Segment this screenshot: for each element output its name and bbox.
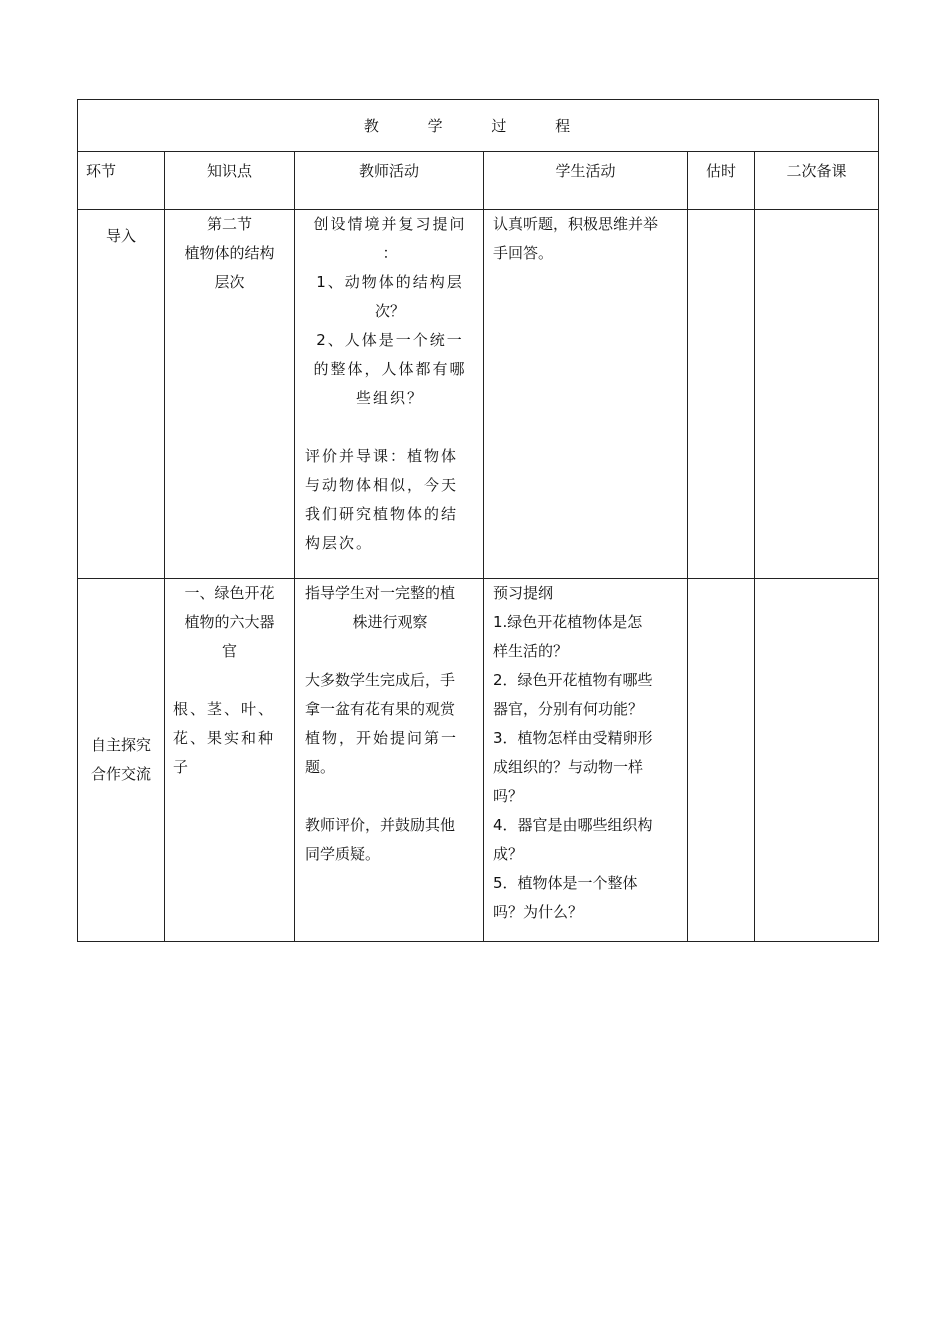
- knowledge-line: 官: [221, 642, 237, 660]
- teacher-line: 1、动物体的结构层: [316, 273, 464, 291]
- table-row: [78, 210, 879, 579]
- teacher-line: 评价并导课：植物体: [305, 447, 459, 465]
- knowledge-line: 花、果实和种: [173, 729, 276, 747]
- header-student-activity: 学生活动: [484, 152, 688, 210]
- student-activity-cell: [484, 210, 688, 579]
- student-line: 3．植物怎样由受精卵形: [493, 729, 653, 747]
- time-estimate-cell: [688, 210, 755, 579]
- student-line: 1.绿色开花植物体是怎: [493, 613, 643, 631]
- header-teacher-activity: 教师活动: [295, 152, 484, 210]
- knowledge-line: 植物的六大器: [184, 613, 275, 631]
- header-second-prep: 二次备课: [755, 152, 879, 210]
- knowledge-line: 第二节: [206, 215, 252, 233]
- teacher-line: 教师评价，并鼓励其他: [305, 816, 456, 834]
- student-line: 样生活的？: [493, 642, 569, 660]
- student-line: 2．绿色开花植物有哪些: [493, 671, 653, 689]
- second-prep-cell: [755, 579, 879, 942]
- header-stage: 环节: [78, 152, 165, 210]
- knowledge-line: 根、茎、叶、: [173, 700, 276, 718]
- time-estimate-cell: [688, 579, 755, 942]
- teacher-line: 与动物体相似，今天: [305, 476, 459, 494]
- table-row: [78, 579, 879, 942]
- knowledge-cell: [165, 210, 295, 579]
- stage-cell: [78, 210, 165, 579]
- student-line: 吗？为什么？: [493, 903, 584, 921]
- teacher-line: 构层次。: [305, 534, 374, 552]
- second-prep-cell: [755, 210, 879, 579]
- student-line: 手回答。: [493, 244, 554, 262]
- teacher-line: 指导学生对一完整的植: [305, 584, 456, 602]
- teacher-line: 2、人体是一个统一: [316, 331, 464, 349]
- teacher-line: 同学质疑。: [305, 845, 381, 863]
- teacher-line: 次？: [374, 302, 405, 320]
- knowledge-line: 子: [173, 758, 189, 776]
- student-line: 4．器官是由哪些组织构: [493, 816, 653, 834]
- teaching-process-table: [77, 99, 879, 942]
- stage-label: 合作交流: [90, 765, 151, 783]
- table-title: 教 学 过 程: [78, 100, 879, 152]
- stage-cell: [78, 579, 165, 942]
- teacher-line: [305, 413, 475, 442]
- stage-label: 自主探究: [90, 736, 151, 754]
- student-line: 预习提纲: [493, 584, 554, 602]
- teacher-line: 的整体，人体都有哪: [313, 360, 467, 378]
- student-line: 吗？: [493, 787, 524, 805]
- knowledge-line: 层次: [214, 273, 245, 291]
- header-knowledge: 知识点: [165, 152, 295, 210]
- knowledge-line: 植物体的结构: [184, 244, 275, 262]
- teacher-line: 题。: [305, 758, 336, 776]
- teacher-activity-cell: [295, 579, 484, 942]
- student-line: 5．植物体是一个整体: [493, 874, 638, 892]
- student-line: 成组织的？与动物一样: [493, 758, 644, 776]
- knowledge-line: 一、绿色开花: [184, 584, 275, 602]
- student-activity-cell: [484, 579, 688, 942]
- student-line: 认真听题，积极思维并举: [493, 215, 659, 233]
- student-line: 成？: [493, 845, 524, 863]
- teacher-line: 创设情境并复习提问: [313, 215, 467, 233]
- teacher-line: 我们研究植物体的结: [305, 505, 459, 523]
- knowledge-cell: [165, 579, 295, 942]
- stage-label: 导入: [105, 227, 136, 245]
- teacher-line: 大多数学生完成后，手: [305, 671, 456, 689]
- teacher-line: 株进行观察: [352, 613, 428, 631]
- teacher-line: 植物，开始提问第一: [305, 729, 459, 747]
- teacher-activity-cell: [295, 210, 484, 579]
- student-line: 器官，分别有何功能？: [493, 700, 644, 718]
- teacher-line: 拿一盆有花有果的观赏: [305, 700, 456, 718]
- teacher-line: [305, 637, 475, 666]
- teacher-line: [305, 782, 475, 811]
- teacher-line: 些组织？: [355, 389, 424, 407]
- knowledge-line: [173, 666, 286, 695]
- teacher-line: ：: [382, 244, 398, 262]
- header-time-estimate: 估时: [688, 152, 755, 210]
